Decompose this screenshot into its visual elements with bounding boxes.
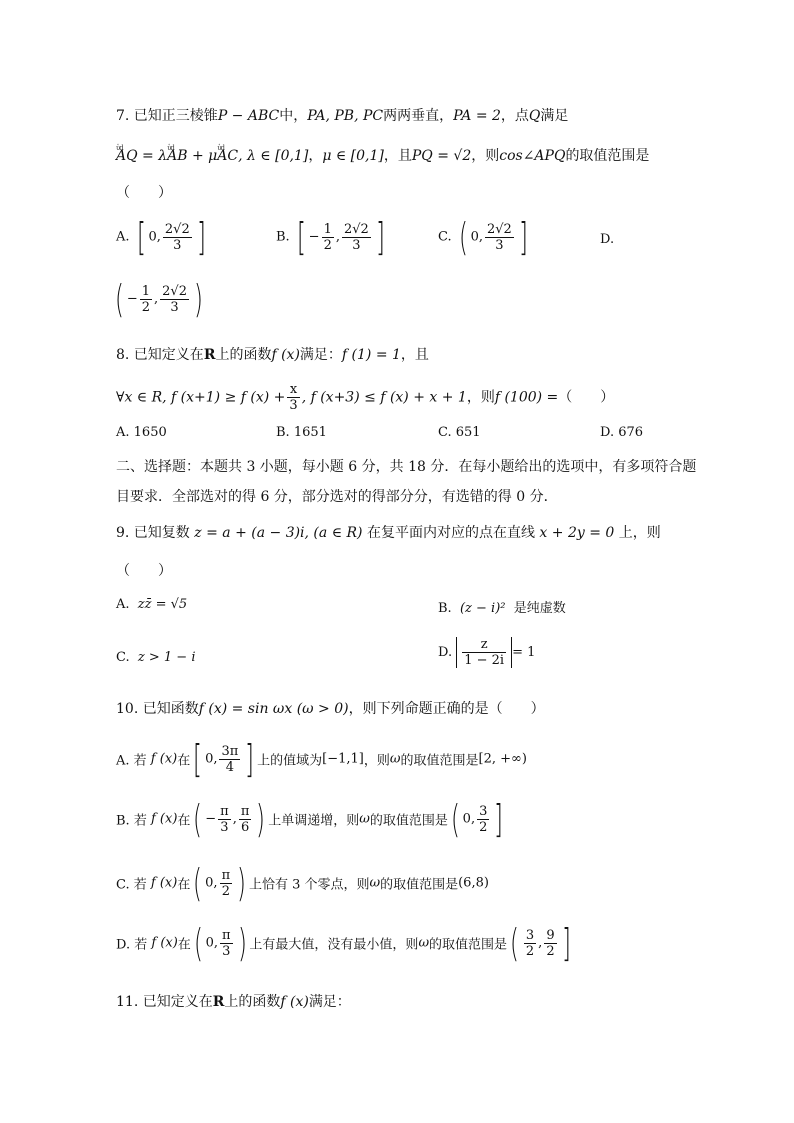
comma: , [538,935,543,951]
q7-text: ，则 [471,148,500,164]
q7-pa: PA = 2 [453,108,501,124]
q8-stem-line2 [116,382,614,413]
bracket: ) [193,277,203,321]
q9-option-d [438,637,535,668]
denominator: 4 [225,759,235,775]
denominator: 2 [479,819,488,835]
q7-text: 两两垂直， [383,108,454,124]
q7-text: 满足 [540,108,569,124]
q7-option-d [112,277,206,321]
option-label: B. [438,601,452,616]
vector-ac: ὑd AC [217,147,238,165]
option-label: A. [116,597,130,612]
q9-text: 9. 已知复数 [116,525,190,541]
q8-f1: f (1) = 1 [341,347,401,363]
numerator: π [240,803,250,819]
fraction [163,222,192,253]
bracket: ) [256,797,266,841]
q10-text: 在 [177,813,191,829]
denominator: 2 [525,943,535,959]
denominator: 3 [220,819,229,835]
numerator: π [221,867,231,883]
q11-function: f (x) [280,994,309,1010]
numerator: π [222,927,231,943]
q9-text: 在复平面内对应的点在直线 [366,525,535,541]
q7-option-b [276,215,388,259]
q8-option-c: C. 651 [438,425,481,440]
q10-text: 在 [177,937,191,953]
denominator: 3 [352,237,361,253]
q10-option-a [116,737,527,781]
q8-option-a: A. 1650 [116,425,167,440]
q8-f100: f (100) = [494,389,559,406]
vector-ab: ὑd AB [167,147,187,165]
q7-stem-line1 [116,107,568,125]
q8-condition: ∀x ∈ R, f (x+1) ≥ f (x) + [116,389,286,406]
fraction [485,222,514,253]
denominator: 6 [240,819,250,835]
fraction [322,222,334,253]
bracket: ) [237,921,247,965]
omega: ω [389,751,401,767]
reals-symbol: R [212,994,225,1010]
minus: − [126,291,138,307]
q7-option-d-label: D. [600,232,615,247]
q9-b-text: 是纯虚数 [513,601,566,616]
option-label: C. [116,650,130,665]
q10-text: 上有最大值，没有最小值，则 [249,937,419,953]
q10-option-b [116,797,506,841]
q7-text: ，且 [383,148,412,164]
zero: 0, [205,751,218,767]
fraction [239,804,252,835]
q10-stem [116,700,545,718]
omega: ω [369,875,381,891]
q7-pq: PQ = √2 [411,148,472,164]
q7-option-c [438,215,531,259]
reals-symbol: R [203,347,216,363]
numerator: π [220,803,229,819]
option-label: B. 若 [116,813,147,829]
fraction [220,868,233,899]
numerator: 3π [221,743,239,759]
denominator: 3 [173,237,182,253]
bracket: ] [375,215,385,259]
fraction [220,928,233,959]
q8-stem-line1 [116,346,429,364]
q9-option-a [116,597,187,612]
q10-text: 10. 已知函数 [116,701,199,717]
q9-line: x + 2y = 0 [539,525,615,541]
option-label: A. 若 [116,753,147,769]
q8-text: ，则 [466,389,495,406]
q10-f: f (x) [150,875,178,891]
q10-c-answer: (6,8) [458,875,489,891]
q10-range: [−1,1] [322,751,364,767]
bracket: ] [518,215,528,259]
zero: 0, [205,935,219,951]
q8-paren: （ ） [558,389,615,406]
q10-a-answer: [2, +∞) [478,751,527,767]
abs-value [456,637,512,668]
q11-text: 11. 已知定义在 [116,994,213,1010]
q10-f: f (x) [151,935,178,951]
bracket: ( [193,921,203,965]
fraction [477,804,489,835]
denominator: 1 − 2i [464,653,505,668]
q9-option-b [438,597,566,616]
q7-text: = λ [137,148,168,164]
fraction [287,382,299,413]
bracket: ] [561,921,571,965]
numerator: 2√2 [343,221,369,237]
q9-a-expr: zz̄ = √5 [137,597,188,612]
q9-stem [116,524,661,542]
q8-option-b: B. 1651 [276,425,327,440]
bracket: ) [237,861,246,905]
zero: 0, [205,875,218,891]
bracket: ] [196,215,206,259]
q10-option-c [116,861,489,905]
q7-text: 7. 已知正三棱锥 [116,108,218,124]
q9-d-eq: = 1 [512,645,536,660]
q10-text: ，则 [363,753,390,769]
q7-text: 中， [279,108,308,124]
denominator: 3 [222,943,231,959]
q7-option-a [116,215,209,259]
bracket: [ [193,737,203,781]
q8-condition: , f (x+3) ≤ f (x) + x + 1 [301,389,467,406]
q10-text: 上单调递增，则 [268,813,360,829]
q8-text: 8. 已知定义在 [116,347,204,363]
q7-text: + μ [187,148,218,164]
q10-text: ，则下列命题正确的是（ ） [348,701,545,717]
option-label: C. [438,229,452,245]
bracket: ( [458,215,468,259]
section-heading-line2: 目要求．全部选对的得 6 分，部分选对的得部分分，有选错的得 0 分． [116,489,558,505]
q10-text: 的取值范围是 [400,753,479,769]
denominator: 2 [323,237,332,253]
q9-text: 上，则 [618,525,661,541]
bracket: ] [494,797,504,841]
q8-option-d: D. 676 [600,425,644,440]
q7-stem-line2 [116,147,649,165]
bracket: ( [193,797,203,841]
fraction [524,928,536,959]
numerator: 1 [323,221,332,237]
bracket: ] [245,737,255,781]
fraction [342,222,371,253]
q11-stem [116,993,351,1011]
numerator: x [287,382,299,398]
numerator: 3 [479,803,488,819]
q9-complex: z = a + (a − 3)i, (a ∈ R) [194,525,363,541]
q7-cos: cos∠APQ [499,148,566,164]
q7-text: ，点 [500,108,529,124]
q7-answer-paren: （ ） [116,185,172,201]
q7-zero: 0, [470,229,483,245]
q10-text: 的取值范围是 [369,813,448,829]
q7-zero: 0, [148,229,161,245]
q10-text: 的取值范围是 [429,937,508,953]
q7-text: 的取值范围是 [565,148,650,164]
q10-f: f (x) [150,751,178,767]
minus: − [205,811,217,827]
q10-function: f (x) = sin ωx (ω > 0) [198,701,349,717]
q10-text: 上恰有 3 个零点，则 [248,877,370,893]
q8-function: f (x) [271,347,300,363]
q8-text: 满足： [299,347,342,363]
denominator: 3 [170,299,179,315]
q7-lambda: , λ ∈ [0,1] [238,148,309,164]
fraction [462,637,506,668]
q10-f: f (x) [150,811,178,827]
q7-pyramid: P − ABC [217,108,280,124]
omega: ω [359,811,370,827]
q10-text: 的取值范围是 [380,877,459,893]
denominator: 2 [221,883,230,899]
option-label: D. 若 [116,937,148,953]
q9-answer-paren: （ ） [116,563,172,579]
q7-mu: μ ∈ [0,1] [322,148,384,164]
q7-text: ， [308,148,323,164]
q8-text: ，且 [400,347,429,363]
comma: , [232,811,237,827]
numerator: 1 [141,283,151,299]
option-label: C. 若 [116,877,147,893]
q7-point: Q [528,108,541,124]
numerator: 2√2 [164,221,190,237]
numerator: 3 [525,927,535,943]
numerator: 2√2 [162,283,187,299]
section-heading-line1: 二、选择题：本题共 3 小题，每小题 6 分，共 18 分．在每小题给出的选项中，有多项符合题 [116,459,697,475]
bracket: ( [114,277,124,321]
fraction [219,744,240,775]
q9-option-c [116,650,195,665]
vector-aq: ὑd AQ [116,147,138,165]
q10-text: 在 [177,877,191,893]
q7-edges: PA, PB, PC [307,108,384,124]
numerator: z [462,637,506,653]
q10-text: 在 [177,753,191,769]
fraction [160,284,189,315]
fraction [218,804,231,835]
denominator: 2 [546,943,555,959]
bracket: ( [193,861,203,905]
bracket: ( [450,797,460,841]
bracket: [ [296,215,306,259]
q9-b-expr: (z − i)² [459,601,506,616]
denominator: 2 [141,299,151,315]
numerator: 9 [546,927,555,943]
omega: ω [418,935,430,951]
q9-c-expr: z > 1 − i [137,650,196,665]
zero: 0, [462,811,476,827]
fraction [544,928,556,959]
q10-option-d [116,921,573,965]
minus: − [308,229,320,245]
denominator: 3 [495,237,504,253]
fraction [140,284,152,315]
comma: , [154,291,159,307]
bracket: [ [136,215,146,259]
bracket: ( [510,921,519,965]
q11-text: 满足： [308,994,351,1010]
comma: , [335,229,340,245]
numerator: 2√2 [487,221,512,237]
q8-text: 上的函数 [215,347,272,363]
option-label: D. [438,645,453,660]
q10-text: 上的值域为 [257,753,323,769]
option-label: A. [116,229,130,245]
denominator: 3 [289,398,298,413]
option-label: B. [276,229,290,245]
q11-text: 上的函数 [224,994,281,1010]
